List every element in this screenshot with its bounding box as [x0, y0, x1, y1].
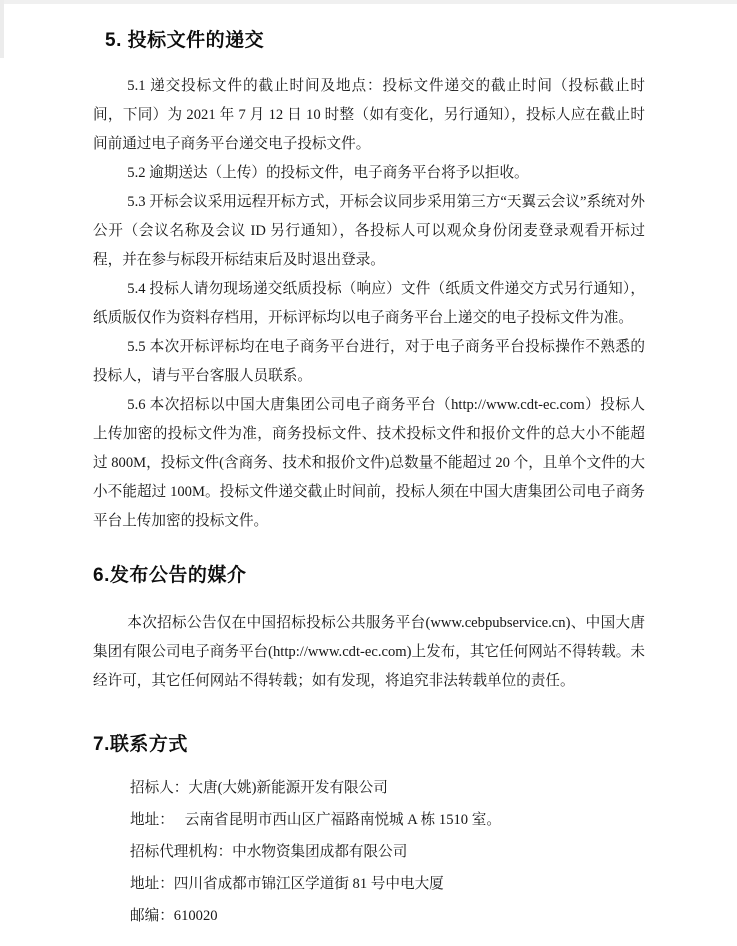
page-edge-shadow-left [0, 0, 4, 58]
paragraph-5-1: 5.1 递交投标文件的截止时间及地点：投标文件递交的截止时间（投标截止时间，下同）为 2021 年 7 月 12 日 10 时整（如有变化，另行通知），投标人应在截止时间前通过电子商务平台递交电子投标文件。 [93, 78, 645, 152]
page-edge-shadow-top [0, 0, 737, 4]
paragraph-5-5: 5.5 本次开标评标均在电子商务平台进行，对于电子商务平台投标操作不熟悉的投标人，请与平台客服人员联系。 [93, 339, 645, 384]
section-5-heading: 5. 投标文件的递交 [105, 30, 265, 51]
section-5-body [93, 72, 645, 536]
contact-line-agency-address: 地址：四川省成都市锦江区学道街 81 号中电大厦 [130, 876, 444, 892]
contact-line-tenderer: 招标人：大唐(大姚)新能源开发有限公司 [130, 780, 388, 796]
paragraph-6-1: 本次招标公告仅在中国招标投标公共服务平台(www.cebpubservice.cn)、中国大唐集团有限公司电子商务平台(http://www.cdt-ec.com)上发布，其它任何网站不得转载。未经许可，其它任何网站不得转载；如有发现，将追究非法转载单位的责任。 [93, 615, 645, 689]
section-contact-info [93, 732, 645, 927]
contact-line-tenderer-address: 地址： 云南省昆明市西山区广福路南悦城 A 栋 1510 室。 [130, 812, 501, 828]
section-7-heading: 7.联系方式 [93, 734, 188, 755]
section-6-body [93, 609, 645, 696]
paragraph-5-4: 5.4 投标人请勿现场递交纸质投标（响应）文件（纸质文件递交方式另行通知），纸质版仅作为资料存档用，开标评标均以电子商务平台上递交的电子投标文件为准。 [93, 281, 645, 326]
section-6-heading: 6.发布公告的媒介 [93, 565, 247, 586]
contact-list [93, 778, 645, 927]
section-announcement-media [93, 563, 645, 696]
contact-line-agency: 招标代理机构：中水物资集团成都有限公司 [130, 844, 408, 860]
paragraph-5-3: 5.3 开标会议采用远程开标方式，开标会议同步采用第三方“天翼云会议”系统对外公开（会议名称及会议 ID 另行通知），各投标人可以观众身份闭麦登录观看开标过程，并在参与标段开标结束后及时退出登录。 [93, 194, 645, 268]
paragraph-5-6: 5.6 本次招标以中国大唐集团公司电子商务平台（http://www.cdt-ec.com）投标人上传加密的投标文件为准，商务投标文件、技术投标文件和报价文件的总大小不能超过 800M，投标文件(含商务、技术和报价文件)总数量不能超过 20 个，且单个文件的大小不能超过 100M。投标文件递交截止时间前，投标人须在中国大唐集团公司电子商务平台上传加密的投标文件。 [93, 397, 645, 529]
contact-line-postcode: 邮编：610020 [130, 908, 218, 924]
section-bid-submission [93, 28, 645, 536]
paragraph-5-2: 5.2 逾期送达（上传）的投标文件，电子商务平台将予以拒收。 [127, 165, 529, 181]
